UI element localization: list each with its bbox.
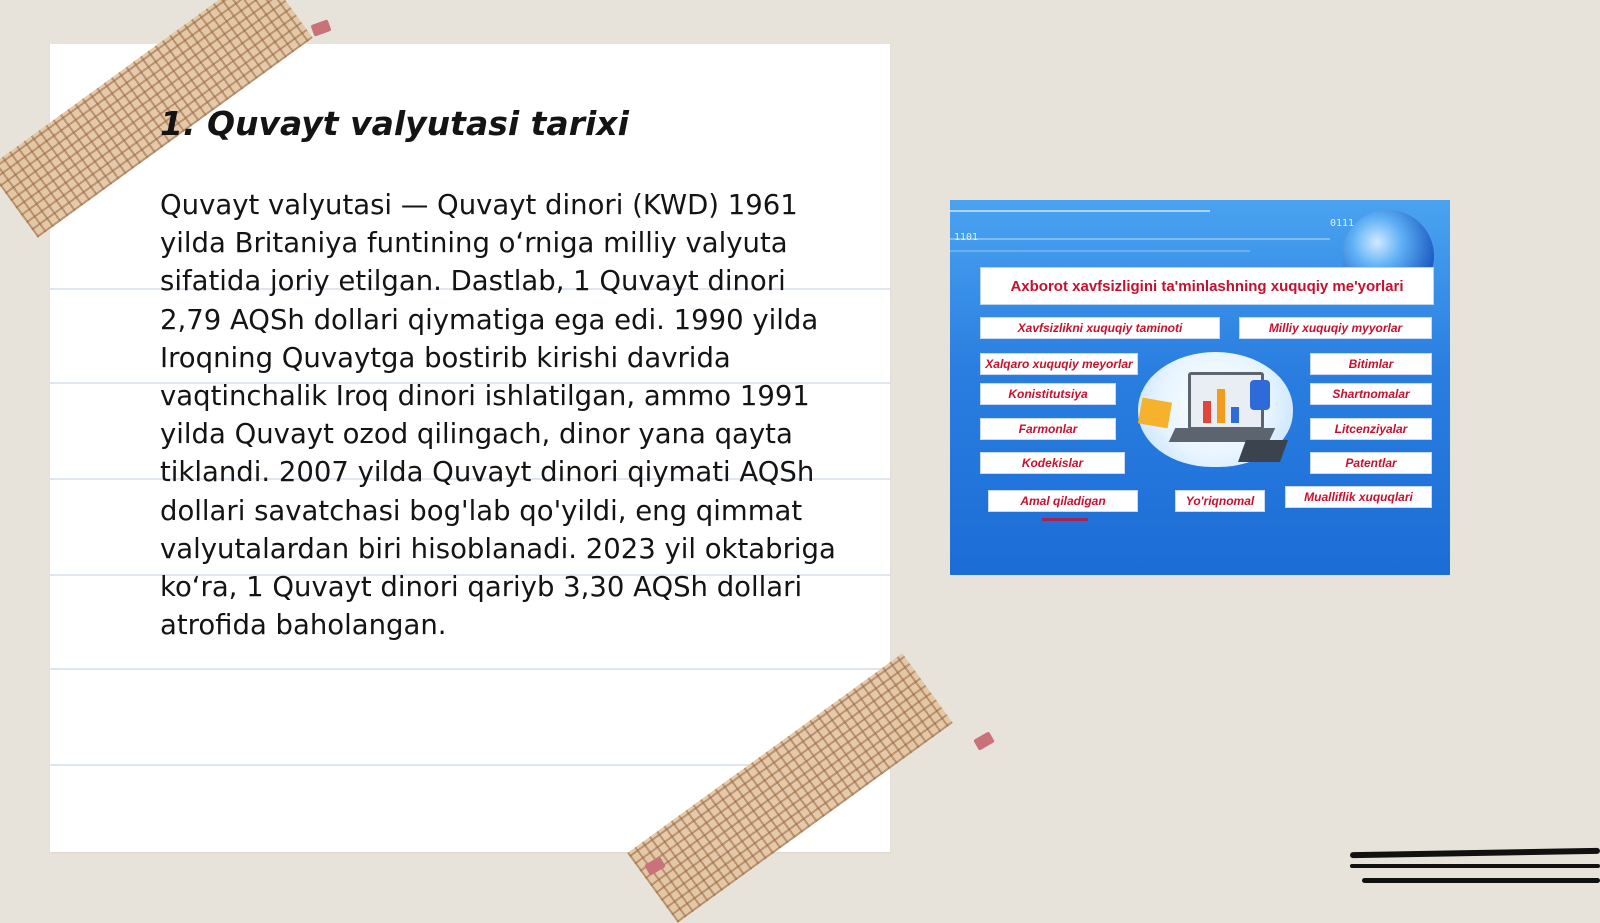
light-streak <box>950 210 1210 212</box>
label-decrees: Farmonlar <box>980 418 1116 440</box>
label-licenses: Litcenziyalar <box>1310 418 1432 440</box>
label-copyright: Mualliflik xuquqlari <box>1285 486 1432 508</box>
shield-icon <box>1250 380 1270 410</box>
cube-stack-icon <box>1138 398 1172 429</box>
label-instructions: Yo'riqnomal <box>1175 490 1265 512</box>
light-streak <box>950 238 1330 240</box>
binary-code-text: 1101 <box>954 232 979 243</box>
chart-bar-icon <box>1217 389 1225 423</box>
label-agreements: Bitimlar <box>1310 353 1432 375</box>
label-underline <box>1042 518 1088 521</box>
infographic-title: Axborot xavfsizligini ta'minlashning xuquqiy me'yorlari <box>980 267 1434 305</box>
chart-bar-icon <box>1203 401 1211 423</box>
brush-stroke <box>1350 864 1600 868</box>
brush-stroke <box>1350 848 1600 858</box>
label-national-norms: Milliy xuquqiy myyorlar <box>1239 317 1432 339</box>
binary-code-text: 0111 <box>1330 218 1355 229</box>
label-in-force: Amal qiladigan <box>988 490 1138 512</box>
paper-rule <box>50 668 890 670</box>
label-constitution: Konistitutsiya <box>980 383 1116 405</box>
label-patents: Patentlar <box>1310 452 1432 474</box>
legal-framework-infographic <box>950 200 1450 575</box>
tape-tab <box>310 19 331 36</box>
brush-stroke <box>1362 878 1600 883</box>
tape-tab <box>973 731 995 750</box>
slide-body-text: Quvayt valyutasi — Quvayt dinori (KWD) 1961 yilda Britaniya funtining oʻrniga milliy valyuta sifatida joriy etilgan. Dastlab, 1 Quvayt dinori 2,79 AQSh dollari qiymatiga ega edi. 1990 yilda Iroqning Quvaytga bostirib kirishi davrida vaqtinchalik Iroq dinori ishlatilgan, ammo 1991 yilda Quvayt ozod qilingach, dinor yana qayta tiklandi. 2007 yilda Quvayt dinori qiymati AQSh dollari savatchasi bog'lab qo'yildi, eng qimmat valyutalardan biri hisoblanadi. 2023 yil oktabriga koʻra, 1 Quvayt dinori qariyb 3,30 AQSh dollari atrofida baholangan. <box>160 189 836 642</box>
label-contracts: Shartnomalar <box>1310 383 1432 405</box>
server-stack-icon <box>1238 440 1288 462</box>
label-codes: Kodekislar <box>980 452 1125 474</box>
label-legal-security: Xavfsizlikni xuquqiy taminoti <box>980 317 1220 339</box>
slide-title: 1. Quvayt valyutasi tarixi <box>160 104 629 143</box>
chart-bar-icon <box>1231 407 1239 423</box>
label-international-norms: Xalqaro xuquqiy meyorlar <box>980 353 1138 375</box>
light-streak <box>950 250 1250 252</box>
